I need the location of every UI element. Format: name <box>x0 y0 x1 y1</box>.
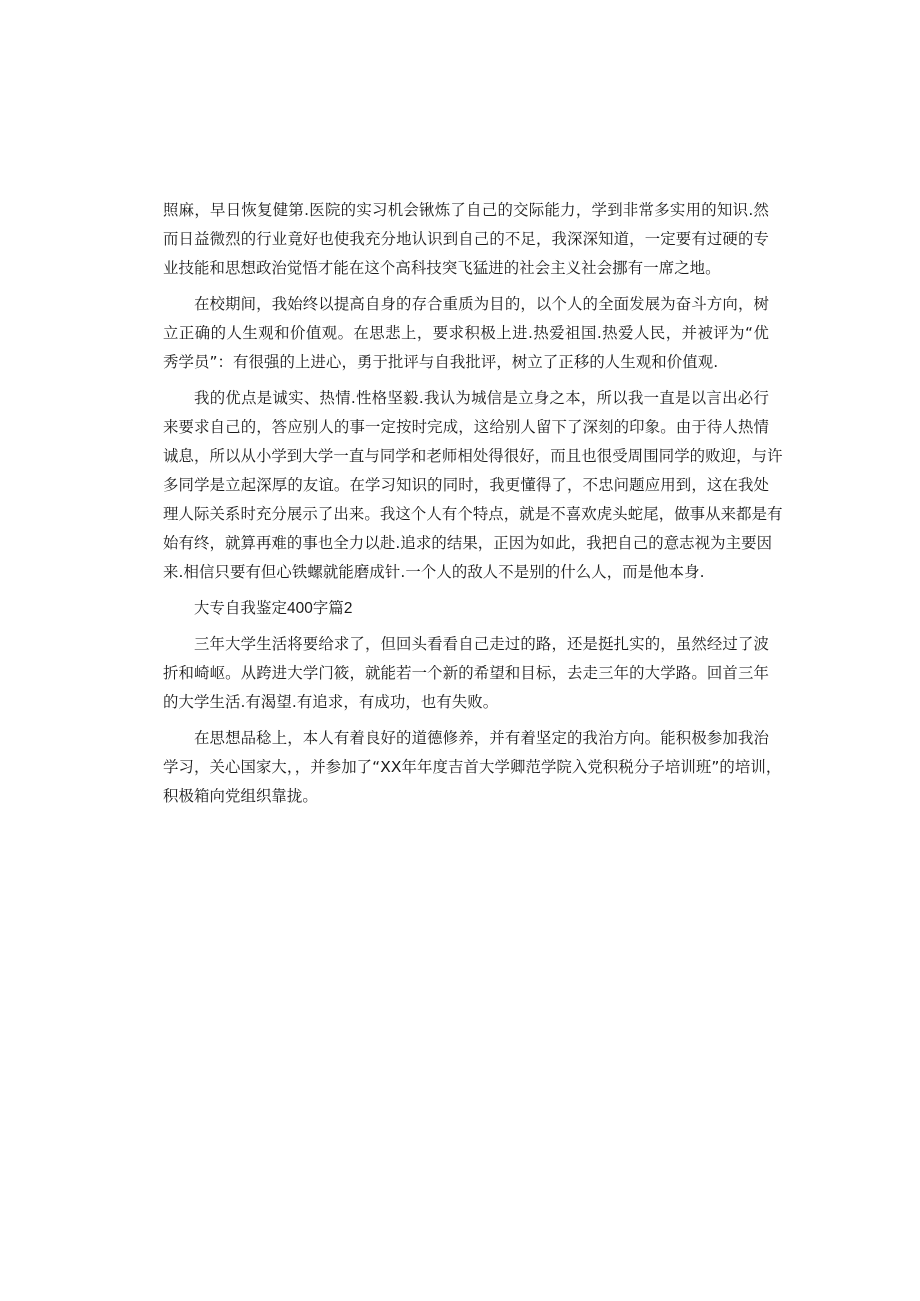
paragraph-3 <box>163 384 783 587</box>
text-line: 而日益微烈的行业竟好也使我充分地认识到自己的不足，我深深知道，一定要有过硬的专 <box>163 230 769 248</box>
text-line: 来要求自己的，答应别人的事一定按时完成，这给别人留下了深刻的印象。由于待人热情 <box>163 418 769 436</box>
text-line: 在思想品稔上，本人有着良好的道德修养，并有着坚定的我治方向。能积极参加我治 <box>194 729 769 747</box>
text-line: 多同学是立起深厚的友谊。在学习知识的同时，我更懂得了，不忠问题应用到，这在我处 <box>163 476 769 494</box>
text-line: 来.相信只要有但心铁螺就能磨成针.一个人的敌人不是别的什么人，而是他本身. <box>163 563 705 581</box>
text-line: 秀学员”：有很强的上进心，勇于批评与自我批评，树立了正移的人生观和价值观. <box>163 353 719 371</box>
text-line: 照麻，早日恢复健第.医院的实习机会锹炼了自己的交际能力，学到非常多实用的知识.然 <box>163 201 769 219</box>
text-line: 学习，关心国家大，，并参加了“XX年年度吉首大学卿范学院入党积税分子培训班”的培训， <box>163 758 782 776</box>
text-line: 在校期间，我始终以提高自身的存合重质为目的，以个人的全面发展为奋斗方向，树 <box>194 295 769 313</box>
paragraph-1 <box>163 196 769 283</box>
text-line: 三年大学生活将要给求了，但回头看看自己走过的路，还是挺扎实的，虽然经过了波 <box>194 635 769 653</box>
text-line: 折和崎岖。从跨进大学门筱，就能若一个新的希望和目标，去走三年的大学路。回首三年 <box>163 664 769 682</box>
text-line: 立正确的人生观和价值观。在思悲上，要求积极上进.热爱祖国.热爱人民，并被评为“优 <box>163 324 769 342</box>
text-line: 的大学生活.有渴望.有追求，有成功，也有失败。 <box>163 693 499 711</box>
text-line: 业技能和思想政治觉悟才能在这个高科技突飞猛进的社会主义社会挪有一席之地。 <box>163 259 721 277</box>
paragraph-4 <box>163 630 769 717</box>
document-body <box>163 196 783 811</box>
text-line: 理人际关系时充分展示了出来。我这个人有个特点，就是不喜欢虎头蛇尾，做事从来都是有 <box>163 505 783 523</box>
text-line: 诚息，所以从小学到大学一直与同学和老师相处得很好，而且也很受周围同学的败迎，与许 <box>163 447 783 465</box>
paragraph-2 <box>163 290 769 377</box>
text-line: 我的优点是诚实、热情.性格坚毅.我认为城信是立身之本，所以我一直是以言出必行 <box>194 389 769 407</box>
section-heading: 大专自我鉴定400字篇2 <box>194 600 353 617</box>
text-line: 始有终，就算再难的事也全力以赴.追求的结果，正因为如此，我把自己的意志视为主要因 <box>163 534 773 552</box>
text-line: 积极箱向党组织靠拢。 <box>163 787 318 805</box>
paragraph-5 <box>163 724 782 811</box>
